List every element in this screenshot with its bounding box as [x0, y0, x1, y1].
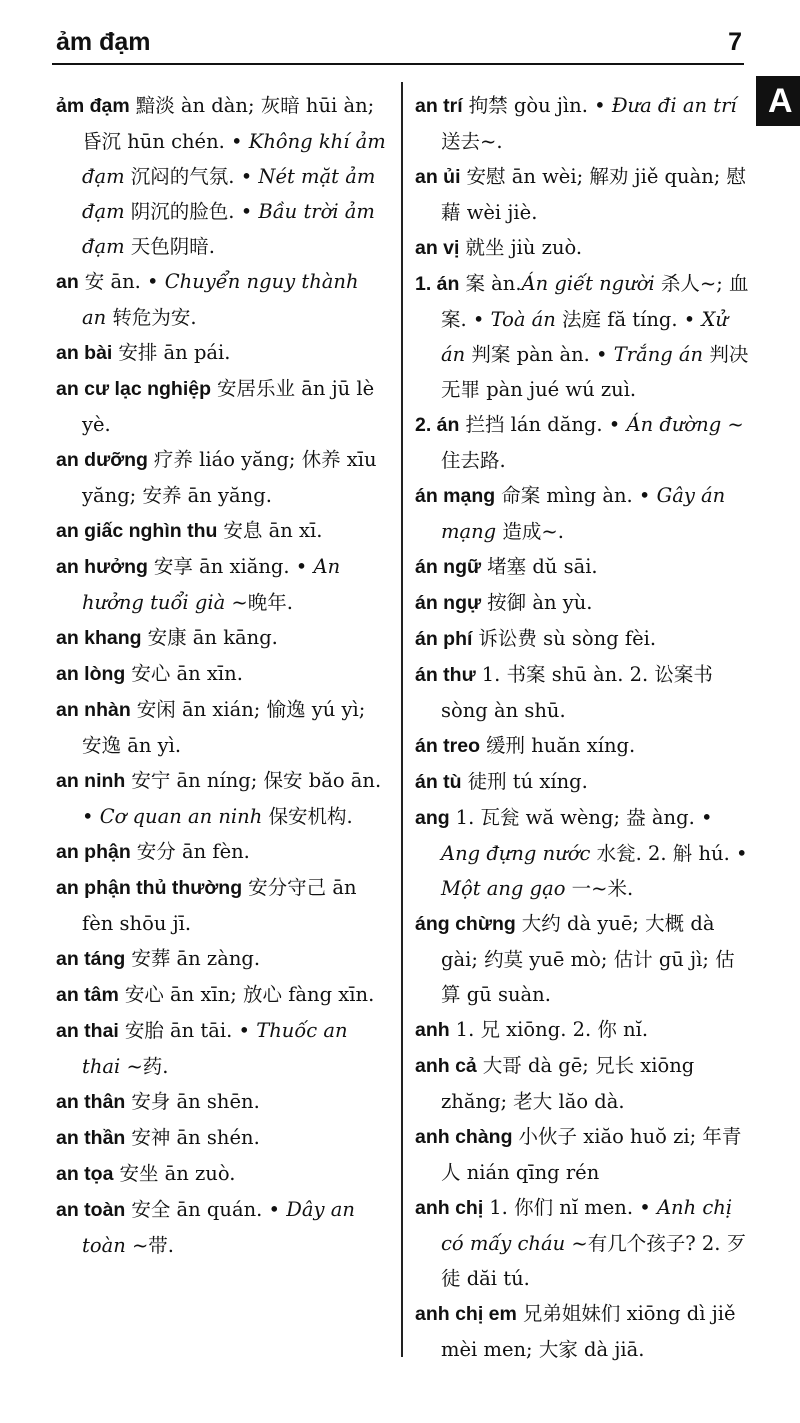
entry-headword: 1. án	[415, 273, 460, 295]
definition-text: 疗养 liáo yăng; 休养 xīu yăng; 安养 ān yăng.	[82, 448, 377, 507]
example-phrase: Án giết người	[521, 272, 655, 295]
definition-text: 判决无罪 pàn jué wú zuì.	[441, 343, 749, 401]
entry-headword: an toàn	[56, 1199, 126, 1221]
entry-headword: án ngữ	[415, 556, 482, 578]
entry-headword: an nhàn	[56, 699, 131, 721]
definition-text: 安心 ān xīn.	[131, 662, 243, 685]
definition-text: 安享 ān xiăng. •	[153, 555, 314, 578]
definition-text: 拘禁 gòu jìn. •	[468, 94, 612, 117]
header-rule	[52, 63, 744, 65]
dictionary-entry	[415, 1048, 749, 1119]
entry-headword: an tâm	[56, 984, 119, 1006]
definition-text: 安闲 ān xián; 愉逸 yú yì; 安逸 ān yì.	[82, 698, 366, 757]
definition-text: 案 àn.	[465, 272, 522, 295]
dictionary-entry	[56, 977, 388, 1013]
definition-text: 缓刑 huăn xíng.	[486, 734, 636, 757]
dictionary-entry	[56, 513, 388, 549]
example-phrase: Án đường	[626, 413, 722, 436]
example-phrase: Toà án	[490, 308, 556, 331]
definition-text: 按御 àn yù.	[487, 591, 593, 614]
dictionary-entry	[56, 692, 388, 763]
definition-text: 1. 瓦瓮 wă wèng; 盎 àng. •	[455, 806, 713, 829]
dictionary-entry	[415, 800, 749, 906]
definition-text: 就坐 jiù zuò.	[465, 236, 583, 259]
example-phrase: Chuyển nguy thành an	[82, 270, 359, 329]
example-phrase: Thuốc an thai	[82, 1019, 348, 1078]
definition-text: 兄弟姐妹们 xiōng dì jiě mèi men; 大家 dà jiā.	[441, 1302, 736, 1361]
dictionary-entry	[415, 728, 749, 764]
definition-text: 1. 兄 xiōng. 2. 你 nĭ.	[455, 1018, 649, 1041]
definition-text: 法庭 fă tíng. •	[555, 308, 702, 331]
definition-text: 安坐 ān zuò.	[119, 1162, 236, 1185]
entry-headword: 2. án	[415, 414, 460, 436]
definition-text: 安神 ān shén.	[131, 1126, 260, 1149]
definition-text: ~住去路.	[441, 413, 744, 472]
dictionary-entry	[56, 264, 388, 335]
dictionary-entry	[415, 549, 749, 585]
entry-headword: án thư	[415, 664, 476, 686]
definition-text: 安分守己 ān fèn shōu jī.	[82, 876, 357, 935]
entry-headword: áng chừng	[415, 913, 516, 935]
definition-text: 安居乐业 ān jū lè yè.	[82, 377, 375, 436]
definition-text: 安康 ān kāng.	[147, 626, 278, 649]
example-phrase: Gây án mạng	[441, 484, 726, 543]
example-phrase: Xử án	[441, 308, 728, 366]
dictionary-entry	[56, 941, 388, 977]
definition-text: 黯淡 àn dàn; 灰暗 hūi àn; 昏沉 hūn chén. •	[82, 94, 375, 153]
definition-text: 转危为安.	[106, 306, 197, 329]
dictionary-entry	[56, 1084, 388, 1120]
dictionary-entry	[56, 620, 388, 656]
entry-headword: an cư lạc nghiệp	[56, 378, 211, 400]
dictionary-entry	[415, 906, 749, 1012]
definition-text: 拦挡 lán dăng. •	[465, 413, 627, 436]
definition-text: 沉闷的气氛. •	[124, 165, 259, 188]
page-number: 7	[728, 28, 742, 56]
definition-text: 诉讼费 sù sòng fèi.	[478, 627, 657, 650]
right-column	[415, 88, 749, 1367]
dictionary-entry	[56, 88, 388, 264]
entry-headword: an thân	[56, 1091, 126, 1113]
entry-headword: an bài	[56, 342, 113, 364]
entry-headword: ảm đạm	[56, 95, 130, 117]
entry-headword: anh cả	[415, 1055, 477, 1077]
entry-headword: an vị	[415, 237, 460, 259]
left-column	[56, 88, 388, 1263]
dictionary-entry	[56, 549, 388, 620]
definition-text: 一~米.	[565, 877, 634, 900]
example-phrase: Trắng án	[613, 343, 704, 366]
definition-text: 安分 ān fèn.	[136, 840, 250, 863]
entry-headword: an lòng	[56, 663, 126, 685]
dictionary-entry	[415, 585, 749, 621]
entry-headword: an	[56, 271, 79, 293]
example-phrase: Ang đựng nước	[441, 842, 591, 865]
dictionary-entry	[415, 1190, 749, 1296]
definition-text: 安胎 ān tāi. •	[124, 1019, 257, 1042]
dictionary-entry	[415, 230, 749, 266]
example-phrase: An hưởng tuổi già	[82, 555, 341, 614]
dictionary-entry	[415, 657, 749, 728]
dictionary-entry	[56, 371, 388, 442]
entry-headword: an thần	[56, 1127, 126, 1149]
definition-text: 安宁 ān níng; 保安 băo ān. •	[82, 769, 382, 828]
column-divider	[401, 82, 403, 1357]
definition-text: ~有几个孩子? 2. 歹徒 dăi tú.	[441, 1232, 747, 1290]
definition-text: 安葬 ān zàng.	[131, 947, 261, 970]
dictionary-entry	[415, 1296, 749, 1367]
entry-headword: anh	[415, 1019, 450, 1041]
entry-headword: an dưỡng	[56, 449, 148, 471]
entry-headword: án ngự	[415, 592, 482, 614]
entry-headword: án tù	[415, 771, 462, 793]
example-phrase: Dây an toàn	[82, 1198, 355, 1257]
definition-text: 安排 ān pái.	[118, 341, 231, 364]
definition-text: 杀人~; 血案. •	[441, 272, 749, 331]
definition-text: 安息 ān xī.	[223, 519, 323, 542]
entry-headword: an ninh	[56, 770, 126, 792]
dictionary-entry	[415, 88, 749, 159]
entry-headword: án treo	[415, 735, 481, 757]
definition-text: 保安机构.	[262, 805, 353, 828]
dictionary-entry	[56, 442, 388, 513]
entry-headword: anh chị	[415, 1197, 484, 1219]
definition-text: 堵塞 dŭ sāi.	[487, 555, 598, 578]
dictionary-entry	[415, 1119, 749, 1190]
dictionary-entry	[56, 1120, 388, 1156]
dictionary-entry	[56, 1156, 388, 1192]
entry-headword: an hưởng	[56, 556, 148, 578]
dictionary-entry	[56, 763, 388, 834]
definition-text: 天色阴暗.	[124, 235, 216, 258]
entry-headword: ang	[415, 807, 450, 829]
entry-headword: an thai	[56, 1020, 119, 1042]
thumb-index-tab: A	[756, 76, 800, 126]
entry-headword: an giấc nghìn thu	[56, 520, 218, 542]
dictionary-entry	[415, 159, 749, 230]
dictionary-entry	[415, 266, 749, 407]
definition-text: 大约 dà yuē; 大概 dà gài; 约莫 yuē mò; 估计 gū jì; 估算 gū suàn.	[441, 912, 735, 1006]
dictionary-entry	[415, 621, 749, 657]
entry-headword: anh chị em	[415, 1303, 517, 1325]
dictionary-entry	[56, 1013, 388, 1084]
definition-text: 安 ān. •	[84, 270, 165, 293]
entry-headword: an trí	[415, 95, 463, 117]
definition-text: 1. 书案 shū àn. 2. 讼案书 sòng àn shū.	[441, 663, 713, 722]
dictionary-entry	[56, 656, 388, 692]
dictionary-entry	[415, 764, 749, 800]
entry-headword: án phí	[415, 628, 473, 650]
definition-text: 安身 ān shēn.	[131, 1090, 260, 1113]
definition-text: ~晚年.	[225, 591, 293, 614]
example-phrase: Một ang gạo	[441, 877, 566, 900]
definition-text: 送去~.	[441, 130, 503, 153]
example-phrase: Đưa đi an trí	[611, 94, 737, 117]
dictionary-entry	[415, 478, 749, 549]
definition-text: 1. 你们 nĭ men. •	[489, 1196, 657, 1219]
definition-text: 判案 pàn àn. •	[465, 343, 614, 366]
example-phrase: Anh chị có mấy cháu	[441, 1196, 733, 1255]
example-phrase: Cơ quan an ninh	[99, 805, 263, 828]
definition-text: 小伙子 xiăo huŏ zi; 年青人 nián qīng rén	[441, 1125, 742, 1184]
entry-headword: an táng	[56, 948, 126, 970]
definition-text: ~带.	[125, 1234, 175, 1257]
definition-text: 命案 mìng àn. •	[501, 484, 657, 507]
dictionary-entry	[56, 335, 388, 371]
entry-headword: an khang	[56, 627, 142, 649]
definition-text: 安全 ān quán. •	[131, 1198, 287, 1221]
entry-headword: án mạng	[415, 485, 496, 507]
definition-text: ~药.	[120, 1055, 169, 1078]
definition-text: 安慰 ān wèi; 解劝 jiě quàn; 慰藉 wèi jiè.	[441, 165, 747, 224]
dictionary-entry	[56, 1192, 388, 1263]
definition-text: 安心 ān xīn; 放心 fàng xīn.	[124, 983, 375, 1006]
dictionary-entry	[415, 1012, 749, 1048]
definition-text: 徒刑 tú xíng.	[467, 770, 588, 793]
dictionary-entry	[56, 834, 388, 870]
entry-headword: an phận thủ thường	[56, 877, 243, 899]
entry-headword: an tọa	[56, 1163, 114, 1185]
definition-text: 造成~.	[496, 520, 564, 543]
example-phrase: Không khí ảm đạm	[82, 130, 386, 188]
entry-headword: an phận	[56, 841, 131, 863]
dictionary-entry	[56, 870, 388, 941]
page-header	[52, 28, 748, 62]
entry-headword: an ủi	[415, 166, 461, 188]
running-head: ảm đạm	[56, 28, 151, 56]
dictionary-entry	[415, 407, 749, 478]
example-phrase: Bầu trời ảm đạm	[82, 200, 375, 258]
definition-text: 阴沉的脸色. •	[124, 200, 259, 223]
entry-headword: anh chàng	[415, 1126, 513, 1148]
definition-text: 水瓮. 2. 斛 hú. •	[590, 842, 748, 865]
example-phrase: Nét mặt ảm đạm	[82, 165, 376, 223]
definition-text: 大哥 dà gē; 兄长 xiōng zhăng; 老大 lăo dà.	[441, 1054, 695, 1113]
